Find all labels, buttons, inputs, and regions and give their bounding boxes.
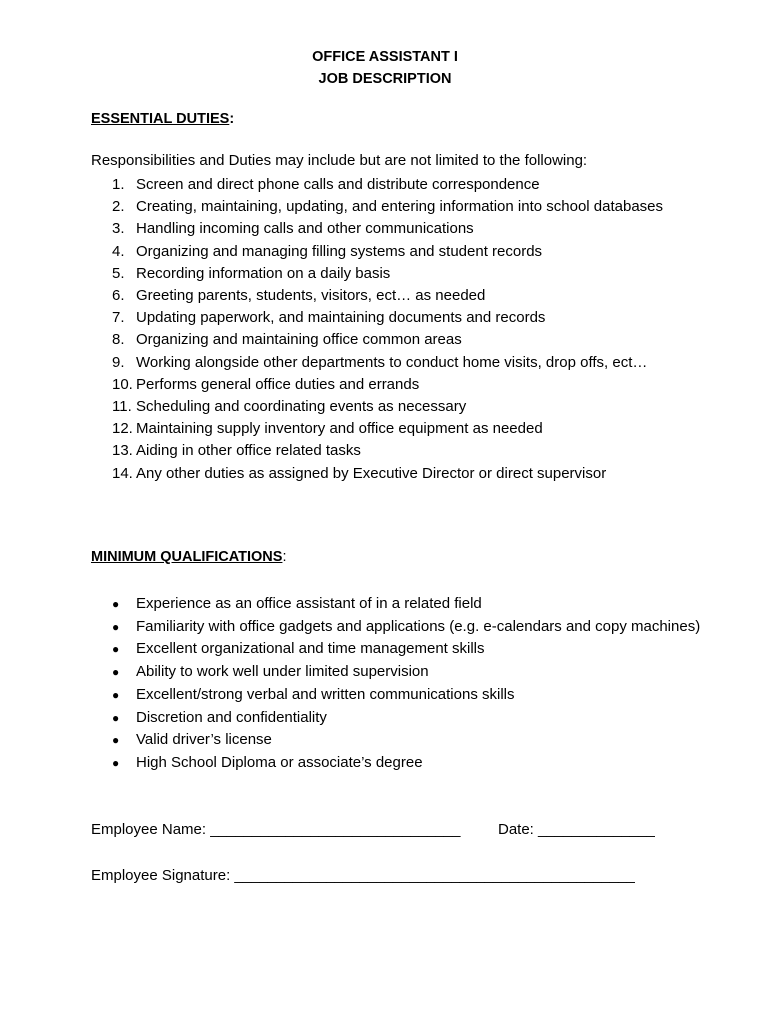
employee-signature-field[interactable]: Employee Signature: ________________________________________________ [91,867,635,884]
list-number: 7. [112,309,125,327]
duties-intro: Responsibilities and Duties may include but are not limited to the following: [91,152,588,169]
list-number: 11. [112,398,132,416]
list-item [112,396,712,418]
list-number: 1. [112,176,125,193]
list-number: 10. [112,375,133,393]
list-item [112,418,712,440]
list-item [112,307,712,329]
list-text: Discretion and confidentiality [136,708,327,726]
list-item [112,463,712,485]
list-text: Scheduling and coordinating events as necessary [136,398,467,416]
list-item [112,263,712,285]
list-text: Excellent organizational and time management skills [136,640,485,658]
document-subtitle: JOB DESCRIPTION [318,71,452,87]
list-item [112,729,712,752]
list-text: Maintaining supply inventory and office equipment as needed [136,420,543,438]
list-item [112,707,712,730]
list-item [112,285,712,307]
list-item [112,593,712,616]
bullet-icon: ● [112,642,120,657]
list-text: Organizing and managing filling systems and student records [136,242,543,260]
list-item [112,440,712,462]
list-text: Excellent/strong verbal and written communications skills [136,685,515,703]
list-item [112,352,712,374]
bullet-icon: ● [112,755,120,770]
list-item [112,241,712,263]
list-number: 12. [112,420,133,438]
list-number: 4. [112,242,125,260]
list-text: Experience as an office assistant of in a related field [136,595,482,612]
list-text: High School Diploma or associate’s degree [136,753,423,771]
list-number: 5. [112,264,125,282]
list-item [112,329,712,351]
list-text: Performs general office duties and errands [136,375,420,393]
bullet-icon: ● [112,665,120,680]
list-text: Ability to work well under limited supervision [136,663,429,681]
list-text: Organizing and maintaining office common areas [136,331,462,349]
list-item [112,752,712,775]
employee-name-field[interactable]: Employee Name: ______________________________ [91,821,461,838]
minimum-qualifications-heading [91,549,286,565]
essential-duties-heading [91,111,234,127]
list-item [112,661,712,684]
list-number: 9. [112,353,125,371]
list-number: 14. [112,464,133,482]
qualifications-list [112,593,712,775]
document-title: OFFICE ASSISTANT I [312,49,458,65]
duties-list [112,174,712,485]
list-item [112,174,712,196]
date-field[interactable]: Date: ______________ [498,821,655,838]
list-text: Recording information on a daily basis [136,264,391,282]
list-text: Familiarity with office gadgets and applications (e.g. e-calendars and copy machines) [136,617,701,635]
bullet-icon: ● [112,687,120,702]
list-item [112,638,712,661]
minimum-qualifications-heading-text: MINIMUM QUALIFICATIONS [91,549,283,565]
list-item [112,218,712,240]
list-item [112,616,712,639]
list-number: 6. [112,287,125,305]
list-text: Updating paperwork, and maintaining documents and records [136,309,546,327]
bullet-icon: ● [112,733,120,748]
list-text: Greeting parents, students, visitors, ect… as needed [136,287,486,305]
list-text: Valid driver’s license [136,731,272,749]
list-text: Working alongside other departments to conduct home visits, drop offs, ect… [136,353,648,371]
bullet-icon: ● [112,619,120,634]
list-text: Creating, maintaining, updating, and entering information into school databases [136,198,664,216]
list-item [112,374,712,396]
list-item [112,684,712,707]
bullet-icon: ● [112,710,120,725]
list-number: 8. [112,331,125,349]
list-text: Handling incoming calls and other communications [136,220,474,238]
minimum-qualifications-heading-colon: : [282,549,287,565]
bullet-icon: ● [112,597,120,611]
essential-duties-heading-colon: : [229,111,235,127]
essential-duties-heading-text: ESSENTIAL DUTIES [91,111,230,127]
list-number: 3. [112,220,125,238]
list-number: 2. [112,198,125,216]
list-text: Aiding in other office related tasks [136,442,361,460]
list-number: 13. [112,442,133,460]
list-item [112,196,712,218]
list-text: Any other duties as assigned by Executive Director or direct supervisor [136,464,607,482]
list-text: Screen and direct phone calls and distribute correspondence [136,176,540,193]
